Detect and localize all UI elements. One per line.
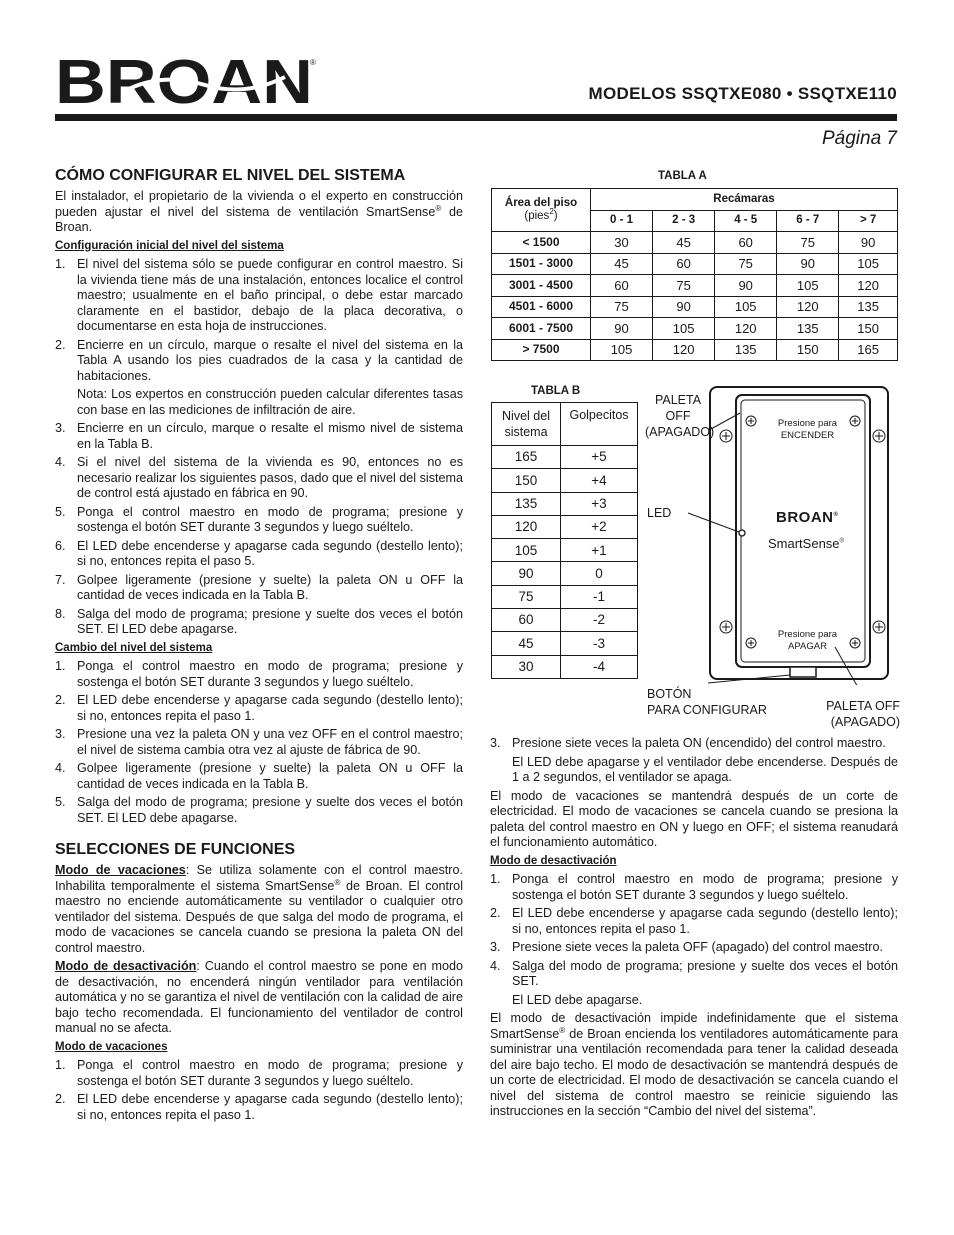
vacation-mode-info: El modo de vacaciones se mantendrá después de un corte de electricidad. El modo de vacaciones se cancela cuando se presiona la paleta del control maestro en ON y luego en OFF; el sistema reanudará el funcionamiento automático. [490, 788, 898, 849]
area-header: Área del piso (pies$^2$) [492, 189, 591, 232]
deactivation-info: El modo de desactivación impide indefinidamente que el sistema SmartSense® de Broan encienda los ventiladores automáticamente para suministrar una ventilación recomendada para tener la calidad deseada del aire bajo techo. El modo de desactivación se mantendrá después de un corte de electricidad. El modo de desactivación se cancela cuando el nivel del sistema de control maestro se reinicie siguiendo las instrucciones en la sección “Cambio del nivel del sistema”. [490, 1011, 898, 1118]
screw-icon [873, 621, 885, 633]
list-item: 3. Presione siete veces la paleta ON (encendido) del control maestro. [490, 736, 886, 750]
section-heading-functions: SELECCIONES DE FUNCIONES [55, 841, 296, 858]
list-item: 7. Golpee ligeramente (presione y suelte) la paleta ON u OFF la cantidad de veces indicada en la Tabla B. [55, 572, 463, 602]
paddle-off-label: PALETA OFF (APAGADO) [826, 699, 900, 729]
value-cell: 105 [653, 318, 715, 340]
value-cell: 150 [777, 339, 839, 361]
value-cell: 60 [653, 253, 715, 275]
table-row [492, 609, 638, 632]
value-cell: 75 [653, 275, 715, 297]
value-cell: 45 [591, 253, 653, 275]
led-indicator [739, 530, 745, 536]
value-cell: 75 [715, 253, 777, 275]
screw-icon [720, 430, 732, 442]
list-item: 1. Ponga el control maestro en modo de programa; presione y sostenga el botón SET durante 3 segundos y luego suéltelo. [490, 872, 898, 902]
table-row [492, 232, 898, 254]
list-item: 8. Salga del modo de programa; presione y suelte dos veces el botón SET. El LED debe apagarse. [55, 606, 463, 636]
area-cell: > 7500 [492, 339, 591, 361]
left-column [55, 166, 463, 1126]
table-row [492, 296, 898, 318]
table-b [491, 402, 638, 679]
value-cell: 90 [715, 275, 777, 297]
value-cell: 90 [591, 318, 653, 340]
list-item: 4. Golpee ligeramente (presione y suelte) la paleta ON u OFF la cantidad de veces indicada en la Tabla B. [55, 761, 463, 791]
value-cell: 135 [839, 296, 898, 318]
screw-icon [746, 638, 756, 648]
list-item: 2. El LED debe encenderse y apagarse cada segundo (destello lento); si no, entonces repita el paso 1. [490, 906, 898, 936]
initial-config-steps [55, 257, 463, 384]
taps-cell: 0 [561, 562, 638, 585]
value-cell: 45 [653, 232, 715, 254]
table-row [492, 585, 638, 608]
page-number: Página 7 [821, 128, 897, 149]
list-item: 1. Ponga el control maestro en modo de programa; presione y sostenga el botón SET durante 3 segundos y luego suéltelo. [55, 1058, 463, 1088]
value-cell: 90 [839, 232, 898, 254]
change-level-steps [55, 659, 463, 826]
table-row [492, 562, 638, 585]
taps-cell: +3 [561, 492, 638, 515]
step3-note: El LED debe apagarse y el ventilador debe encenderse. Después de 1 a 2 segundos, el ventilador se apaga. [512, 754, 898, 784]
taps-cell: +2 [561, 515, 638, 538]
value-cell: 30 [591, 232, 653, 254]
value-cell: 90 [777, 253, 839, 275]
list-item: 3. Presione una vez la paleta ON y una vez OFF en el control maestro; el nivel de sistema cambia otra vez al ajuste de fábrica de 90. [55, 727, 463, 757]
value-cell: 105 [777, 275, 839, 297]
right-column [490, 736, 898, 1123]
subheading-initial-config: Configuración inicial del nivel del sistema [55, 239, 284, 252]
table-row [492, 318, 898, 340]
list-item: 4. Salga del modo de programa; presione y suelte dos veces el botón SET. [490, 958, 898, 988]
taps-cell: -4 [561, 655, 638, 678]
value-cell: 75 [591, 296, 653, 318]
value-cell: 105 [591, 339, 653, 361]
vacation-mode-steps [55, 1058, 463, 1123]
taps-cell: +5 [561, 446, 638, 469]
paddle-label-top: PALETA OFF (APAGADO) [645, 393, 715, 439]
area-cell: < 1500 [492, 232, 591, 254]
taps-cell: +1 [561, 539, 638, 562]
led-label: LED [647, 506, 672, 520]
deactivation-steps [490, 872, 898, 990]
list-item: 6. El LED debe encenderse y apagarse cada segundo (destello lento); si no, entonces repita el paso 5. [55, 538, 463, 568]
rooms-column-header: 6 - 7 [777, 210, 839, 232]
table-a-caption: TABLA A [658, 170, 707, 182]
note-paragraph: Nota: Los expertos en construcción pueden calcular diferentes tasas con base en las mediciones de infiltración de aire. [77, 387, 463, 417]
table-row [492, 492, 638, 515]
value-cell: 135 [777, 318, 839, 340]
list-item: 2. El LED debe encenderse y apagarse cada segundo (destello lento); si no, entonces repita el paso 1. [55, 693, 463, 723]
value-cell: 75 [777, 232, 839, 254]
table-row [492, 539, 638, 562]
subheading-deactivation: Modo de desactivación [490, 854, 617, 867]
subheading-change-level: Cambio del nivel del sistema [55, 641, 213, 654]
list-item: 1. Ponga el control maestro en modo de programa; presione y sostenga el botón SET durante 3 segundos y luego suéltelo. [55, 659, 463, 689]
value-cell: 120 [653, 339, 715, 361]
table-row [492, 339, 898, 361]
level-cell: 120 [492, 515, 561, 538]
taps-header: Golpecitos [561, 403, 638, 446]
value-cell: 60 [591, 275, 653, 297]
taps-cell: -3 [561, 632, 638, 655]
list-item: 2. Encierre en un círculo, marque o resalte el nivel del sistema en la Tabla A usando los pies cuadrados de la casa y la cantidad de habitaciones. [55, 337, 463, 383]
area-cell: 4501 - 6000 [492, 296, 591, 318]
header-rule [55, 114, 897, 121]
table-row [492, 253, 898, 275]
area-cell: 3001 - 4500 [492, 275, 591, 297]
diagram-brand-logo: BROAN® [776, 509, 839, 526]
level-cell: 135 [492, 492, 561, 515]
list-item: 3. Presione siete veces la paleta OFF (apagado) del control maestro. [490, 940, 884, 954]
subheading-vacation-mode: Modo de vacaciones [55, 1040, 168, 1053]
list-item: 3. Encierre en un círculo, marque o resalte el mismo nivel de sistema en la Tabla B. [55, 421, 463, 451]
initial-config-steps-cont [55, 421, 463, 638]
rooms-column-header: > 7 [839, 210, 898, 232]
value-cell: 135 [715, 339, 777, 361]
value-cell: 120 [777, 296, 839, 318]
models-title: MODELOS SSQTXE080 • SSQTXE110 [588, 84, 897, 103]
value-cell: 165 [839, 339, 898, 361]
list-item: 4. Si el nivel del sistema de la vivienda es 90, entonces no es necesario realizar los siguientes pasos, dado que el nivel del sistema de control está ajustado en fábrica en 90. [55, 455, 463, 500]
press-on-label: Presione para ENCENDER [777, 418, 838, 441]
level-cell: 75 [492, 585, 561, 608]
level-header: Nivel del sistema [492, 403, 561, 446]
step4-note: El LED debe apagarse. [512, 992, 643, 1007]
taps-cell: -1 [561, 585, 638, 608]
level-cell: 30 [492, 655, 561, 678]
rooms-header: Recámaras [591, 189, 898, 211]
list-item: 5. Salga del modo de programa; presione y suelte dos veces el botón SET. El LED debe apagarse. [55, 795, 463, 825]
table-row [492, 655, 638, 678]
table-b-caption: TABLA B [531, 385, 581, 397]
level-cell: 60 [492, 609, 561, 632]
area-cell: 1501 - 3000 [492, 253, 591, 275]
set-button-label: BOTÓN PARA CONFIGURAR [647, 687, 767, 717]
list-item: 1. El nivel del sistema sólo se puede configurar en control maestro. Si la vivienda tiene más de una instalación, entonces localice el control maestro; usualmente en el baño principal, o debe estar marcado claramente en el bastidor, debajo de la placa decorativa, o documentarse en esta hoja de instrucciones. [55, 257, 463, 333]
smartsense-label: SmartSense® [768, 536, 844, 551]
value-cell: 105 [715, 296, 777, 318]
taps-cell: +4 [561, 469, 638, 492]
section-heading-config: CÓMO CONFIGURAR EL NIVEL DEL SISTEMA [55, 167, 406, 184]
level-cell: 150 [492, 469, 561, 492]
table-row [492, 275, 898, 297]
level-cell: 45 [492, 632, 561, 655]
rooms-column-header: 4 - 5 [715, 210, 777, 232]
value-cell: 120 [715, 318, 777, 340]
svg-text:®: ® [310, 58, 316, 67]
value-cell: 120 [839, 275, 898, 297]
set-button [790, 667, 816, 677]
vacation-mode-steps-cont [490, 736, 898, 752]
rooms-column-header: 0 - 1 [591, 210, 653, 232]
level-cell: 90 [492, 562, 561, 585]
deactivation-mode-paragraph: Modo de desactivación: Cuando el control maestro se pone en modo de desactivación, no encenderá ningún ventilador para ventilación automática y no se garantiza el nivel de ventilación con la calidad de aire bajo techo recomendada. El funcionamiento del ventilador de control manual no se afecta. [55, 959, 463, 1035]
screw-icon [746, 416, 756, 426]
value-cell: 60 [715, 232, 777, 254]
table-a [491, 188, 898, 361]
table-row [492, 515, 638, 538]
list-item: 5. Ponga el control maestro en modo de programa; presione y sostenga el botón SET durante 3 segundos y luego suéltelo. [55, 504, 463, 534]
intro-paragraph: El instalador, el propietario de la vivienda o el experto en construcción pueden ajustar el nivel del sistema de ventilación SmartSense® de Broan. [55, 189, 464, 234]
table-row [492, 446, 638, 469]
press-off-label: Presione para APAGAR [777, 629, 838, 652]
level-cell: 105 [492, 539, 561, 562]
value-cell: 90 [653, 296, 715, 318]
vacation-mode-paragraph: Modo de vacaciones: Se utiliza solamente con el control maestro. Inhabilita temporalmente el sistema SmartSense® de Broan. El control maestro no enciende automáticamente su ventilador o cualquier otro ventilador del sistema. Después de que salga del modo de programa, el modo de vacaciones se cancela cuando se presiona la paleta ON del control maestro. [55, 863, 463, 955]
table-row [492, 632, 638, 655]
table-row [492, 469, 638, 492]
broan-logo [55, 55, 317, 107]
svg-text:BROAN: BROAN [55, 55, 313, 107]
taps-cell: -2 [561, 609, 638, 632]
list-item: 2. El LED debe encenderse y apagarse cada segundo (destello lento); si no, entonces repita el paso 1. [55, 1092, 463, 1122]
screw-icon [720, 621, 732, 633]
area-cell: 6001 - 7500 [492, 318, 591, 340]
level-cell: 165 [492, 446, 561, 469]
value-cell: 150 [839, 318, 898, 340]
screw-icon [873, 430, 885, 442]
rooms-column-header: 2 - 3 [653, 210, 715, 232]
value-cell: 105 [839, 253, 898, 275]
